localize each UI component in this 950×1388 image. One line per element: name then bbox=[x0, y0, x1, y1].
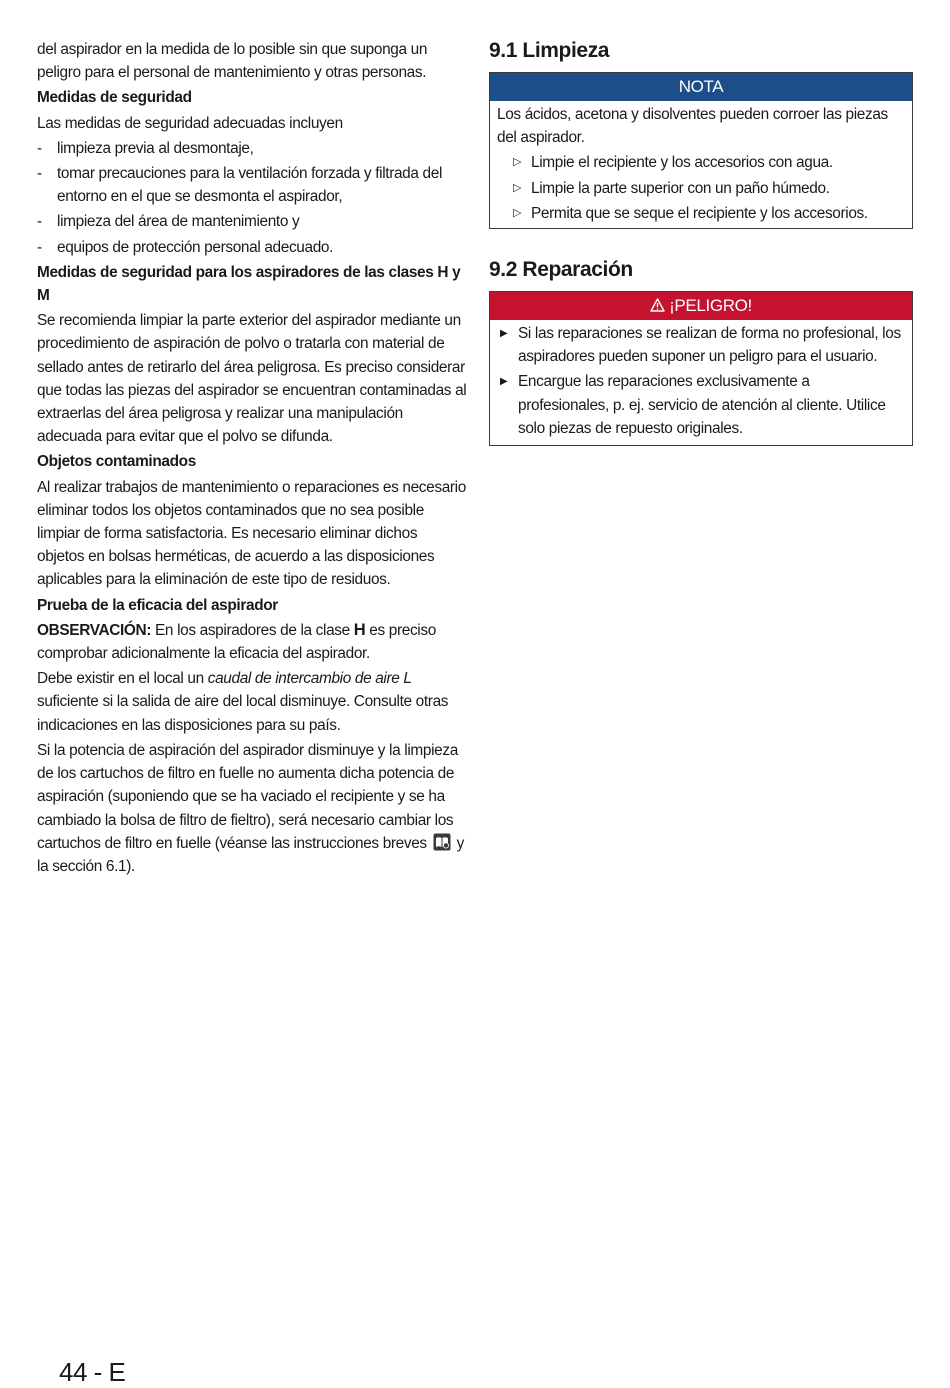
observacion-text-2: es preciso comprobar adicionalmente la eficacia del aspirador. bbox=[37, 621, 436, 663]
peligro-header bbox=[490, 292, 912, 320]
paragraph-potencia bbox=[37, 739, 467, 878]
triangle-outline-icon: ▷ bbox=[513, 181, 522, 194]
heading-medidas-seguridad: Medidas de seguridad bbox=[37, 89, 192, 107]
arrow-right-icon: ▶ bbox=[500, 328, 508, 340]
list-item-text: Encargue las reparaciones exclusivamente a profesionales, p. ej. servicio de atención al cliente. Utilice solo piezas de repuesto originales. bbox=[518, 373, 886, 437]
paragraph-objetos: Al realizar trabajos de mantenimiento o reparaciones es necesario eliminar todos los objetos contaminados que no sea posible limpiar de forma satisfactoria. Es necesario eliminar dichos objetos en bolsas herméticas, de acuerdo a las disposiciones aplicables para la eliminación de este tipo de residuos. bbox=[37, 478, 466, 589]
list-item bbox=[497, 177, 904, 200]
heading-clases-h-m: Medidas de seguridad para los aspiradores de las clases H y M bbox=[37, 263, 461, 305]
dash-marker: - bbox=[37, 238, 42, 256]
list-item-text: Si las reparaciones se realizan de forma no profesional, los aspiradores pueden suponer un peligro para el usuario. bbox=[518, 325, 901, 366]
triangle-outline-icon: ▷ bbox=[513, 206, 522, 219]
potencia-text-2: y la sección 6.1). bbox=[37, 834, 464, 875]
dash-marker: - bbox=[37, 213, 42, 231]
paragraph-medidas: Las medidas de seguridad adecuadas incluyen bbox=[37, 114, 343, 132]
observacion-label: OBSERVACIÓN: bbox=[37, 621, 152, 639]
local-text-1: Debe existir en el local un bbox=[37, 670, 208, 688]
nota-list bbox=[497, 151, 904, 225]
safety-measures-list bbox=[37, 137, 467, 259]
page-number: 44 - E bbox=[59, 1357, 126, 1387]
list-item bbox=[497, 370, 904, 440]
paragraph-observacion bbox=[37, 619, 467, 665]
potencia-text-1: Si la potencia de aspiración del aspirador disminuye y la limpieza de los cartuchos de filtro en fuelle no aumenta dicha potencia de aspiración (suponiendo que se ha vaciado el recipiente y se ha cambiado la bolsa de filtro de fieltro), será necesario cambiar los cartuchos de filtro en fuelle (véanse las instrucciones breves bbox=[37, 741, 458, 852]
local-italic: caudal de intercambio de aire L bbox=[207, 670, 412, 688]
list-item bbox=[497, 151, 904, 174]
list-item bbox=[497, 202, 904, 225]
list-item bbox=[37, 162, 467, 208]
peligro-header-label: ¡PELIGRO! bbox=[669, 296, 752, 316]
nota-intro: Los ácidos, acetona y disolventes pueden corroer las piezas del aspirador. bbox=[497, 106, 888, 147]
list-item-text: limpieza del área de mantenimiento y bbox=[57, 213, 300, 231]
nota-box bbox=[489, 72, 913, 229]
peligro-body bbox=[490, 320, 912, 445]
intro-paragraph: del aspirador en la medida de lo posible sin que suponga un peligro para el personal de mantenimiento y otras personas. bbox=[37, 41, 428, 82]
left-column bbox=[37, 38, 467, 880]
list-item bbox=[497, 322, 904, 368]
nota-header: NOTA bbox=[490, 73, 912, 101]
section-9-2-title: 9.2 Reparación bbox=[489, 258, 633, 282]
peligro-box bbox=[489, 291, 913, 446]
paragraph-local bbox=[37, 667, 467, 737]
list-item-text: tomar precauciones para la ventilación forzada y filtrada del entorno en el que se desmonta el aspirador, bbox=[57, 165, 443, 206]
triangle-outline-icon: ▷ bbox=[513, 156, 522, 169]
nota-body bbox=[490, 101, 912, 228]
list-item bbox=[37, 137, 467, 160]
heading-prueba-eficacia: Prueba de la eficacia del aspirador bbox=[37, 596, 278, 614]
warning-triangle-icon bbox=[650, 293, 665, 307]
list-item bbox=[37, 236, 467, 259]
paragraph-clases: Se recomienda limpiar la parte exterior del aspirador mediante un procedimiento de aspiración de polvo o tratarla con material de sellado antes de retirarlo del área peligrosa. Es preciso considerar que todas las piezas del aspirador se encuentran contaminadas al extraerlas del área peligrosa y realizar una manipulación adecuada para evitar que el polvo se difunda. bbox=[37, 312, 467, 446]
observacion-text-1: En los aspiradores de la clase bbox=[151, 621, 354, 639]
peligro-list bbox=[497, 322, 904, 440]
dash-marker: - bbox=[37, 165, 42, 183]
arrow-right-icon: ▶ bbox=[500, 376, 508, 388]
list-item-text: Permita que se seque el recipiente y los accesorios. bbox=[531, 204, 868, 222]
heading-objetos-contaminados: Objetos contaminados bbox=[37, 453, 196, 471]
list-item bbox=[37, 210, 467, 233]
list-item-text: limpieza previa al desmontaje, bbox=[57, 139, 254, 157]
observacion-class: H bbox=[353, 620, 366, 639]
list-item-text: equipos de protección personal adecuado. bbox=[57, 238, 334, 256]
list-item-text: Limpie el recipiente y los accesorios con agua. bbox=[531, 154, 833, 172]
list-item-text: Limpie la parte superior con un paño húmedo. bbox=[531, 179, 830, 197]
dash-marker: - bbox=[37, 139, 42, 157]
section-9-1-title: 9.1 Limpieza bbox=[489, 39, 610, 62]
right-column bbox=[489, 36, 913, 446]
book-icon bbox=[433, 833, 451, 851]
local-text-2: suficiente si la salida de aire del local disminuye. Consulte otras indicaciones en las disposiciones para su país. bbox=[37, 693, 449, 734]
